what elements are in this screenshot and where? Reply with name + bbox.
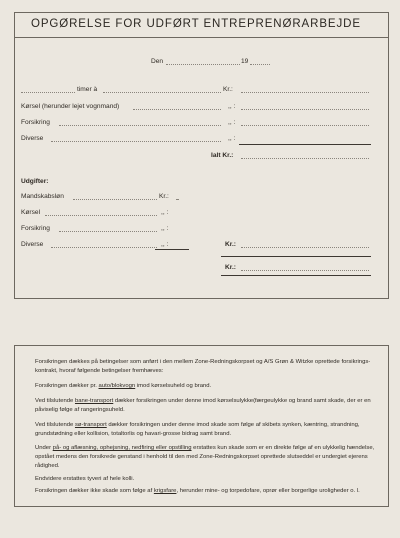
expenses-heading: Udgifter: <box>21 178 49 185</box>
date-year-field[interactable] <box>250 64 270 65</box>
terms-underlined-text: krigsfare <box>153 488 177 494</box>
ditto-mark: Kr.: <box>159 193 169 200</box>
expense-label: Forsikring <box>21 225 50 232</box>
wages-description-field[interactable] <box>73 199 157 200</box>
final-rule <box>221 256 371 257</box>
final-underline <box>221 275 371 276</box>
total-field[interactable] <box>241 158 369 159</box>
title-box <box>15 13 388 38</box>
hours-label: timer à <box>77 86 98 93</box>
wages-amount-field[interactable] <box>176 199 178 200</box>
expense-sum-rule <box>155 249 189 250</box>
terms-text: dækker forsikringen under denne imod skade som følge af skibets synken, kæntring, strandning, grundstødning eller kollision, totaltorlis og havari-grosse bidrag samt brand. <box>35 422 360 437</box>
terms-text: Under <box>35 445 53 451</box>
terms-paragraph <box>35 382 380 391</box>
expense-insurance-field[interactable] <box>59 231 157 232</box>
insurance-terms-frame <box>14 345 389 507</box>
terms-text: Forsikringen dækker ikke skade som følge af <box>35 488 154 494</box>
total-label: Ialt Kr.: <box>211 152 234 159</box>
terms-paragraph <box>35 444 380 471</box>
sum-rule <box>239 144 371 145</box>
terms-text: , herunder mine- og torpedofare, oprør eller borgerlige uroligheder o. l. <box>176 488 360 494</box>
terms-underlined-text: auto/blokvogn <box>98 383 136 389</box>
income-label: Diverse <box>21 135 44 142</box>
ditto-mark: ,, : <box>161 209 169 216</box>
expense-label: Mandskabsløn <box>21 193 64 200</box>
terms-text: Ved tilslutende <box>35 422 75 428</box>
insurance-description-field[interactable] <box>59 125 221 126</box>
ditto-mark: ,, : <box>161 241 169 248</box>
terms-paragraph: Endvidere erstattes tyveri af hele kolli. <box>35 476 135 482</box>
year-label: 19 <box>241 58 249 65</box>
rate-field[interactable] <box>103 92 221 93</box>
terms-text: Ved tilslutende <box>35 398 75 404</box>
terms-underlined-text: på- og aflæsning, ophejsning, nedfiring eller opstilling <box>52 445 192 451</box>
terms-text: erstattes kun skade som er en direkte følge af en ulykkelig hændelse, opstået medens den forsikrede genstand i henhold til den med Zone-Redningskorpset oprettede slutseddel er undergiet ejerens rådighed. <box>35 445 375 469</box>
final-amount-label: Kr.: <box>225 264 236 271</box>
date-label: Den <box>151 58 164 65</box>
hours-amount-field[interactable] <box>241 92 369 93</box>
hours-field[interactable] <box>21 92 75 93</box>
date-day-field[interactable] <box>166 64 240 65</box>
ditto-mark: ,, : <box>228 135 236 142</box>
terms-text: Forsikringen dækker pr. <box>35 383 99 389</box>
driving-description-field[interactable] <box>133 109 221 110</box>
income-label: Kørsel (herunder lejet vognmand) <box>21 103 120 110</box>
expense-label: Kørsel <box>21 209 41 216</box>
terms-underlined-text: bane-transport <box>74 398 114 404</box>
driving-amount-field[interactable] <box>241 109 369 110</box>
statement-frame <box>14 12 389 299</box>
income-label: Forsikring <box>21 119 50 126</box>
expense-misc-field[interactable] <box>51 247 157 248</box>
ditto-mark: ,, : <box>228 119 236 126</box>
form-title: OPGØRELSE FOR UDFØRT ENTREPRENØRARBEJDE <box>31 18 361 30</box>
terms-text: dækker forsikringen under denne imod kørselsulykke(færgeulykke og brand samt skade, der er en påviselig følge af rangeringsuheld. <box>35 398 371 413</box>
currency-label: Kr.: <box>223 86 233 93</box>
terms-paragraph <box>35 421 380 439</box>
terms-paragraph <box>35 487 380 496</box>
expense-label: Diverse <box>21 241 44 248</box>
expenses-subtotal-field[interactable] <box>241 247 369 248</box>
misc-description-field[interactable] <box>51 141 221 142</box>
final-amount-field[interactable] <box>241 270 369 271</box>
terms-text: imod kørselsuheld og brand. <box>135 383 212 389</box>
expenses-subtotal-label: Kr.: <box>225 241 236 248</box>
ditto-mark: ,, : <box>161 225 169 232</box>
terms-paragraph: Forsikringen dækkes på betingelser som anført i den mellem Zone-Redningskorpset og A/S Grøn & Witzke oprettede forsikrings-kontrakt, hvoraf følgende betingelser fremhæves: <box>35 359 371 374</box>
insurance-amount-field[interactable] <box>241 125 369 126</box>
terms-paragraph <box>35 397 380 415</box>
terms-underlined-text: sø-transport <box>74 422 107 428</box>
ditto-mark: ,, : <box>228 103 236 110</box>
expense-driving-field[interactable] <box>45 215 157 216</box>
